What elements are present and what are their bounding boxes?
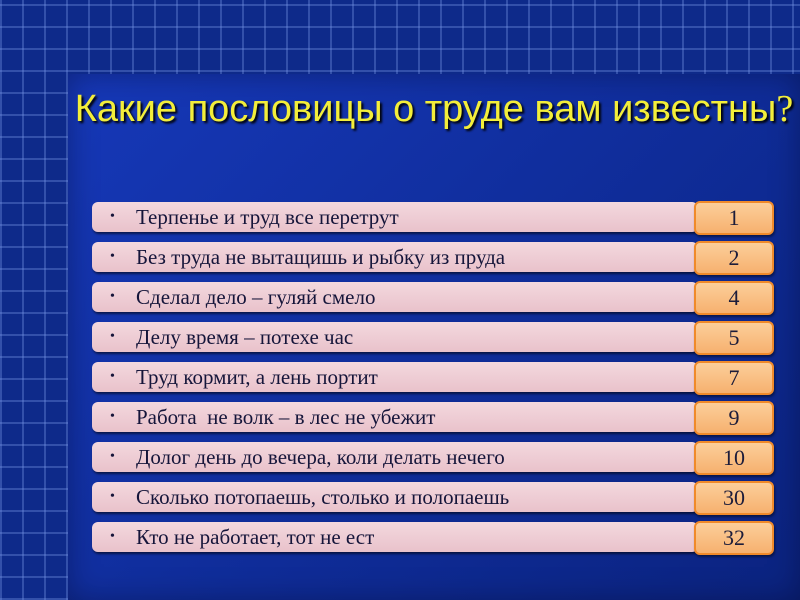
proverb-number: 10: [694, 441, 774, 475]
proverb-bar: [92, 522, 698, 552]
slide-title: [68, 86, 800, 132]
proverb-number: 32: [694, 521, 774, 555]
proverb-row: [92, 281, 776, 313]
proverb-row: [92, 361, 776, 393]
bullet-icon: •: [110, 249, 115, 264]
proverb-text: Кто не работает, тот не ест: [136, 525, 375, 549]
proverb-bar: [92, 282, 698, 312]
proverb-list: [92, 201, 776, 561]
proverb-bar: [92, 242, 698, 272]
proverb-text: Без труда не вытащишь и рыбку из пруда: [136, 245, 506, 269]
bullet-icon: •: [110, 449, 115, 464]
proverb-number: 4: [694, 281, 774, 315]
proverb-number: 9: [694, 401, 774, 435]
proverb-text: Делу время – потехе час: [136, 325, 354, 349]
proverb-bar: [92, 402, 698, 432]
proverb-bar: [92, 442, 698, 472]
proverb-number: 5: [694, 321, 774, 355]
proverb-row: [92, 241, 776, 273]
slide-title-text: Какие пословицы о труде вам известны: [74, 88, 777, 130]
slide-title-question-mark: ?: [776, 88, 794, 130]
proverb-text: Работа не волк – в лес не убежит: [136, 405, 436, 429]
proverb-row: [92, 201, 776, 233]
proverb-row: [92, 441, 776, 473]
proverb-bar: [92, 482, 698, 512]
proverb-text: Труд кормит, а лень портит: [136, 365, 378, 389]
proverb-row: [92, 401, 776, 433]
bullet-icon: •: [110, 369, 115, 384]
proverb-row: [92, 321, 776, 353]
proverb-number: 30: [694, 481, 774, 515]
proverb-text: Терпенье и труд все перетрут: [136, 205, 399, 229]
proverb-number: 1: [694, 201, 774, 235]
proverb-bar: [92, 322, 698, 352]
bullet-icon: •: [110, 329, 115, 344]
bullet-icon: •: [110, 289, 115, 304]
proverb-text: Сделал дело – гуляй смело: [136, 285, 376, 309]
proverb-bar: [92, 202, 698, 232]
bullet-icon: •: [110, 489, 115, 504]
proverb-row: [92, 481, 776, 513]
proverb-bar: [92, 362, 698, 392]
proverb-number: 7: [694, 361, 774, 395]
proverb-text: Долог день до вечера, коли делать нечего: [136, 445, 505, 469]
bullet-icon: •: [110, 529, 115, 544]
bullet-icon: •: [110, 409, 115, 424]
bullet-icon: •: [110, 209, 115, 224]
proverb-row: [92, 521, 776, 553]
proverb-number: 2: [694, 241, 774, 275]
proverb-text: Сколько потопаешь, столько и полопаешь: [136, 485, 510, 509]
